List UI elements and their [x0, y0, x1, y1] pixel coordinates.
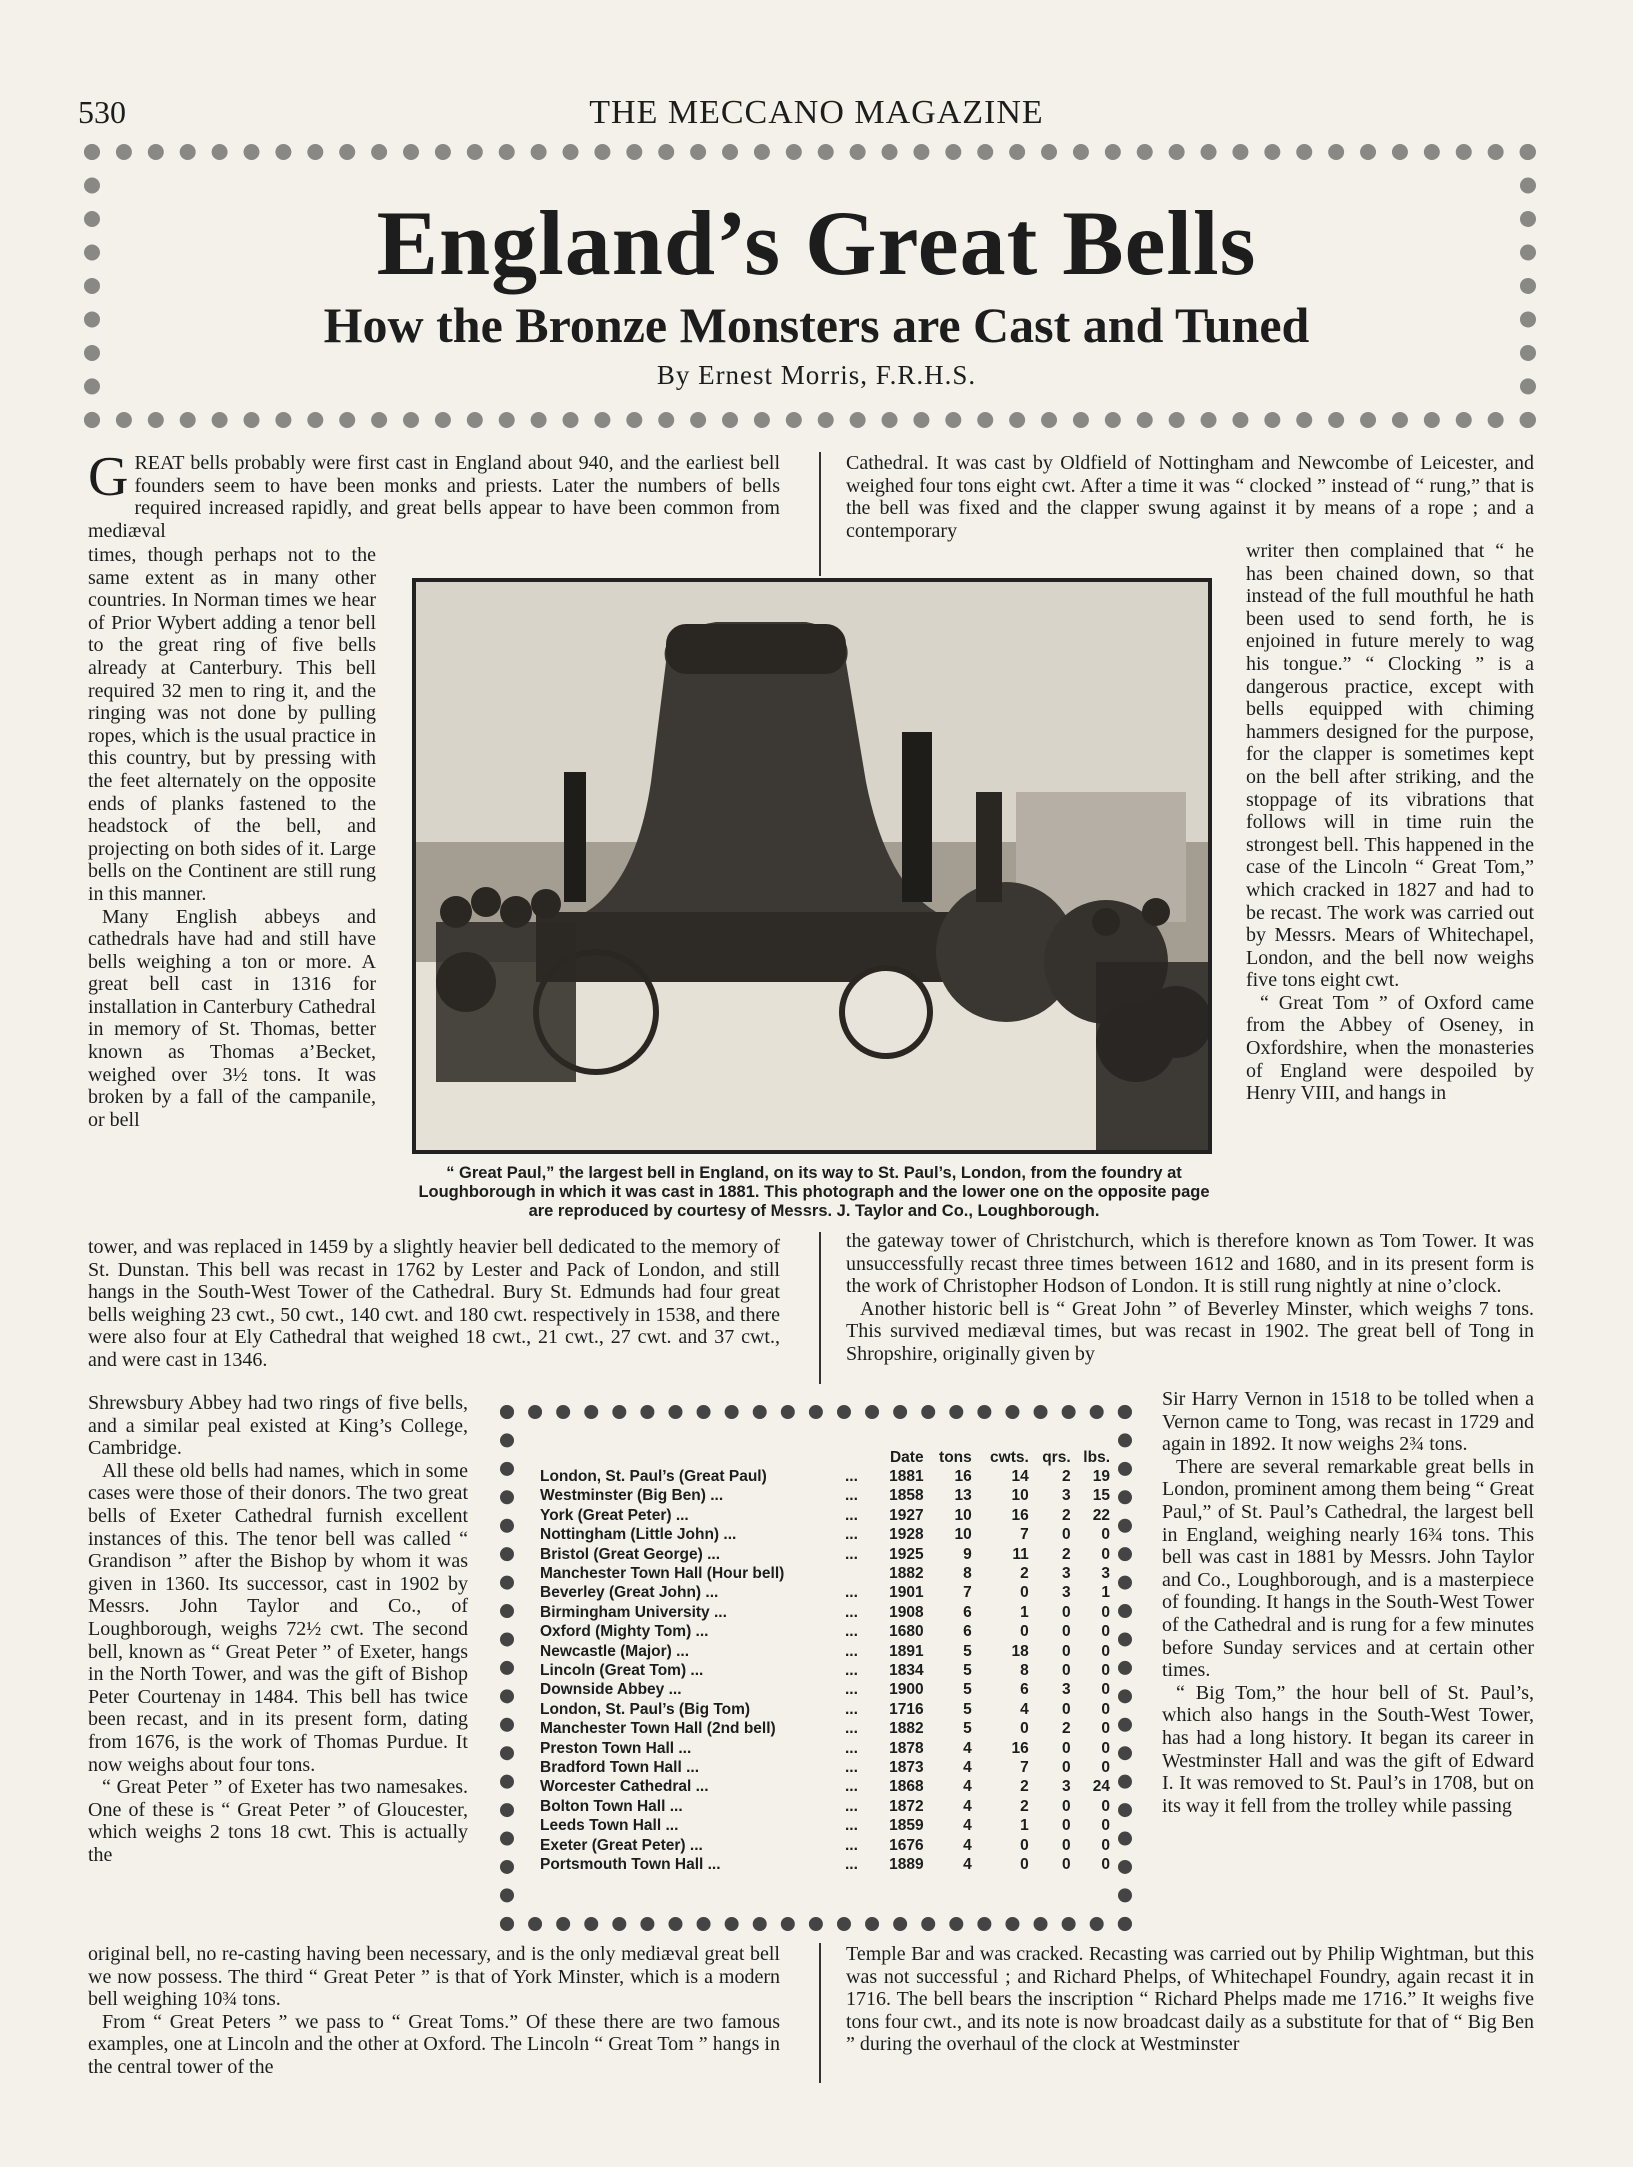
table-cell: 6: [1020, 1681, 1029, 1699]
table-cell: 1: [1020, 1603, 1029, 1621]
table-cell: 8: [1020, 1661, 1029, 1679]
leader-dots: ...: [845, 1758, 858, 1776]
paragraph: writer then complained that “ he has been chained down, so that instead of the full mouthful he hath been used to send forth, he is enjoined in future merely to wag his tongue.” “ Clocking ” is a dangerous practice, except with bells equipped with chiming hammers designed for the purpose, for the clapper is sometimes kept on the bell after striking, and the stoppage of its vibrations that follows will in time ruin the strongest bell. This happened in the case of the Lincoln “ Great Tom,” which cracked in 1827 and had to be recast. The work was carried out by Messrs. Mears of Whitechapel, London, and the bell now weighs five tons eight cwt.: [1246, 540, 1534, 992]
table-cell: 0: [1101, 1739, 1110, 1757]
leader-dots: ...: [845, 1836, 858, 1854]
table-cell: 1868: [889, 1778, 924, 1796]
leader-dots: ...: [845, 1545, 858, 1563]
table-cell: 1882: [889, 1565, 924, 1583]
table-cell: 1901: [889, 1584, 924, 1602]
leader-dots: [845, 1564, 873, 1583]
bell-name: Nottingham (Little John) ...: [540, 1526, 737, 1544]
table-cell: 2: [1020, 1797, 1029, 1815]
column-rule: [819, 452, 821, 576]
table-cell: 6: [963, 1603, 972, 1621]
leader-dots: ...: [845, 1623, 858, 1641]
col1-intro: [88, 446, 780, 542]
table-cell: 1676: [889, 1836, 924, 1854]
table-row: [540, 1739, 1110, 1758]
col1-wide: [88, 1236, 780, 1372]
table-row: [540, 1526, 1110, 1545]
table-cell: 4: [1020, 1700, 1029, 1718]
table-cell: 15: [1092, 1487, 1110, 1505]
table-cell: 0: [1062, 1836, 1071, 1854]
table-cell: 7: [963, 1584, 972, 1602]
table-cell: 4: [963, 1817, 972, 1835]
column-rule: [819, 1232, 821, 1384]
table-cell: 4: [963, 1836, 972, 1854]
table-cell: 9: [963, 1545, 972, 1563]
table-cell: 0: [1062, 1758, 1071, 1776]
col2-narrow: [1246, 540, 1534, 1105]
table-header-row: [540, 1448, 1110, 1467]
col2-wide: [846, 1230, 1534, 1366]
table-cell: 1858: [889, 1487, 924, 1505]
bell-name: London, St. Paul’s (Big Tom): [540, 1700, 751, 1718]
leader-dots: ...: [845, 1603, 858, 1621]
paragraph: “ Great Peter ” of Exeter has two namesakes. One of these is “ Great Peter ” of Gloucester, which weighs 2 tons 18 cwt. This is actually the: [88, 1776, 468, 1866]
table-cell: 2: [1020, 1565, 1029, 1583]
table-cell: 1927: [889, 1506, 924, 1524]
table-cell: 0: [1020, 1720, 1029, 1738]
leader-dots: ...: [845, 1584, 858, 1602]
bell-name: Manchester Town Hall (2nd bell): [540, 1720, 776, 1738]
bell-on-trolley-image: [416, 582, 1208, 1150]
table-cell: 16: [1011, 1506, 1029, 1524]
table-cell: 0: [1101, 1758, 1110, 1776]
table-cell: 0: [1101, 1623, 1110, 1641]
table-cell: 14: [1011, 1468, 1029, 1486]
bell-name: Portsmouth Town Hall ...: [540, 1855, 721, 1873]
paragraph: the gateway tower of Christchurch, which is therefore known as Tom Tower. It was unsuccessfully recast three times between 1612 and 1680, and in its present form is the work of Christopher Hodson of London. It is still rung nightly at nine o’clock.: [846, 1230, 1534, 1298]
table-cell: 0: [1101, 1836, 1110, 1854]
table-cell: 6: [963, 1623, 972, 1641]
table-cell: 2: [1062, 1545, 1071, 1563]
paragraph: Cathedral. It was cast by Oldfield of Nottingham and Newcombe of Leicester, and weighed four tons eight cwt. After a time it was “ clocked ” instead of “ rung,” that is the bell was fixed and the clapper swung against it by means of a rope ; and a contemporary: [846, 452, 1534, 542]
table-cell: 0: [1062, 1623, 1071, 1641]
table-row: [540, 1623, 1110, 1642]
table-cell: 0: [1101, 1817, 1110, 1835]
table-cell: 0: [1062, 1603, 1071, 1621]
table-cell: 0: [1101, 1642, 1110, 1660]
table-cell: 0: [1062, 1797, 1071, 1815]
leader-dots: ...: [845, 1817, 858, 1835]
paragraph: There are several remarkable great bells in London, prominent among them being “ Great Paul,” of St. Paul’s Cathedral, the largest bell in England, weighing nearly 16¾ tons. This bell was cast in 1881 by Messrs. John Taylor and Co., Loughborough, and is a masterpiece of founding. It hangs in the South-West Tower of the Cathedral and is rung for a few minutes before Sunday services and at certain other times.: [1162, 1455, 1534, 1682]
article-byline: By Ernest Morris, F.R.H.S.: [656, 360, 977, 390]
table-cell: 3: [1062, 1681, 1071, 1699]
table-row: [540, 1642, 1110, 1661]
table-cell: 11: [1012, 1545, 1029, 1563]
table-cell: 1925: [889, 1545, 924, 1563]
paragraph: Temple Bar and was cracked. Recasting was carried out by Philip Wightman, but this was not successful ; and Richard Phelps, of Whitechapel Foundry, again recast it in 1716. The bell bears the inscription “ Richard Phelps made me 1716.” It weighs five tons four cwt., and its note is now broadcast daily as a substitute for that of “ Big Ben ” during the overhaul of the clock at Westminster: [846, 1943, 1534, 2056]
table-cell: 3: [1101, 1565, 1110, 1583]
leader-dots: ...: [845, 1778, 858, 1796]
table-cell: 2: [1062, 1720, 1071, 1738]
table-cell: 1900: [889, 1681, 924, 1699]
table-cell: 1873: [889, 1758, 924, 1776]
column-rule: [819, 1943, 821, 2083]
table-cell: 18: [1011, 1642, 1029, 1660]
table-cell: 1928: [889, 1526, 924, 1544]
table-cell: 0: [1020, 1623, 1029, 1641]
bell-name: Leeds Town Hall ...: [540, 1817, 679, 1835]
leader-dots: ...: [845, 1739, 858, 1757]
table-cell: 1834: [889, 1661, 924, 1679]
bell-name: Newcastle (Major) ...: [540, 1642, 690, 1660]
table-cell: 16: [1011, 1739, 1029, 1757]
paragraph: original bell, no re-casting having been necessary, and is the only mediæval great bell we now possess. The third “ Great Peter ” is that of York Minster, which is a modern bell weighing 10¾ tons.: [88, 1943, 780, 2011]
paragraph: “ Big Tom,” the hour bell of St. Paul’s, which also hangs in the South-West Tower, has had a long history. It began its career in Westminster Hall and was the gift of Edward I. It was removed to St. Paul’s in 1708, but on its way it fell from the trolley while passing: [1162, 1681, 1534, 1817]
table-cell: 5: [963, 1700, 972, 1718]
table-cell: 4: [963, 1739, 972, 1757]
table-cell: 5: [963, 1681, 972, 1699]
table-cell: 0: [1101, 1700, 1110, 1718]
leader-dots: ...: [845, 1855, 858, 1873]
table-cell: 3: [1062, 1584, 1071, 1602]
table-cell: 1891: [889, 1642, 924, 1660]
table-cell: 10: [954, 1506, 972, 1524]
table-cell: 0: [1062, 1700, 1071, 1718]
table-row: [540, 1797, 1110, 1816]
table-cell: 5: [963, 1661, 972, 1679]
header-date: Date: [889, 1448, 924, 1466]
table-row: [540, 1719, 1110, 1738]
leader-dots: ...: [845, 1642, 858, 1660]
col1-bottom-wide: [88, 1943, 780, 2079]
table-cell: 1872: [889, 1797, 924, 1815]
table-cell: 0: [1062, 1855, 1071, 1873]
bell-name: London, St. Paul’s (Great Paul): [540, 1468, 767, 1486]
leader-dots: ...: [845, 1506, 858, 1524]
table-cell: 3: [1062, 1565, 1071, 1583]
table-cell: 0: [1020, 1855, 1029, 1873]
table-row: [540, 1855, 1110, 1874]
table-cell: 10: [954, 1526, 972, 1544]
table-cell: 0: [1062, 1661, 1071, 1679]
col2-bottom-narrow: [1162, 1388, 1534, 1817]
great-paul-photograph: [412, 578, 1212, 1154]
bell-name: Exeter (Great Peter) ...: [540, 1836, 703, 1854]
table-cell: 2: [1062, 1506, 1071, 1524]
bell-name: Bradford Town Hall ...: [540, 1758, 700, 1776]
col1-bottom-narrow: [88, 1392, 468, 1866]
paragraph: “ Great Tom ” of Oxford came from the Abbey of Oseney, in Oxfordshire, when the monasteries of England were despoiled by Henry VIII, and hangs in: [1246, 991, 1534, 1105]
leader-dots: ...: [845, 1797, 858, 1815]
bell-name: Beverley (Great John) ...: [540, 1584, 719, 1602]
table-cell: 7: [1020, 1758, 1029, 1776]
table-cell: 1889: [889, 1855, 924, 1873]
table-cell: 24: [1092, 1778, 1110, 1796]
bell-name: Downside Abbey ...: [540, 1681, 682, 1699]
table-cell: 3: [1062, 1778, 1071, 1796]
table-cell: 22: [1092, 1506, 1110, 1524]
bell-name: Bolton Town Hall ...: [540, 1797, 683, 1815]
leader-dots: ...: [845, 1468, 858, 1486]
paragraph: REAT bells probably were first cast in England about 940, and the earliest bell founders seem to have been monks and priests. Later the numbers of bells required increased rapidly, and great bells appear to have been common from mediæval: [88, 452, 780, 542]
bell-name: Manchester Town Hall (Hour bell): [540, 1565, 785, 1583]
bell-name: Lincoln (Great Tom) ...: [540, 1661, 704, 1679]
bell-name: Birmingham University ...: [540, 1603, 727, 1621]
table-cell: 16: [954, 1468, 972, 1486]
bell-name: Worcester Cathedral ...: [540, 1778, 709, 1796]
table-row: [540, 1700, 1110, 1719]
magazine-title: THE MECCANO MAGAZINE: [589, 94, 1044, 131]
table-cell: 10: [1011, 1487, 1029, 1505]
bell-table: [540, 1448, 1110, 1875]
paragraph: times, though perhaps not to the same extent as in many other countries. In Norman times we hear of Prior Wybert adding a tenor bell to the great ring of five bells already at Canterbury. This bell required 32 men to ring it, and the ringing was not done by pulling ropes, which is the usual practice in this country, but by pressing with the feet alternately on the opposite ends of planks fastened to the headstock of the bell, and projecting on both sides of it. Large bells on the Continent are still rung in this manner.: [88, 544, 376, 905]
paragraph: From “ Great Peters ” we pass to “ Great Toms.” Of these there are two famous examples, one at Lincoln and the other at Oxford. The Lincoln “ Great Tom ” hangs in the central tower of the: [88, 2010, 780, 2078]
table-row: [540, 1487, 1110, 1506]
table-cell: 2: [1020, 1778, 1029, 1796]
bell-name: York (Great Peter) ...: [540, 1506, 689, 1524]
table-row: [540, 1506, 1110, 1525]
drop-cap: G: [88, 446, 129, 508]
header-name: [540, 1448, 845, 1467]
table-cell: 0: [1101, 1526, 1110, 1544]
paragraph: Shrewsbury Abbey had two rings of five bells, and a similar peal existed at King’s College, Cambridge.: [88, 1392, 468, 1460]
table-cell: 0: [1101, 1797, 1110, 1815]
table-cell: 4: [963, 1778, 972, 1796]
table-cell: 0: [1101, 1603, 1110, 1621]
leader-dots: ...: [845, 1720, 858, 1738]
table-cell: 0: [1101, 1681, 1110, 1699]
bell-name: Bristol (Great George) ...: [540, 1545, 721, 1563]
table-cell: 4: [963, 1855, 972, 1873]
table-cell: 1716: [889, 1700, 924, 1718]
table-cell: 0: [1101, 1661, 1110, 1679]
table-row: [540, 1467, 1110, 1486]
leader-dots: ...: [845, 1700, 858, 1718]
table-cell: 5: [963, 1720, 972, 1738]
table-row: [540, 1584, 1110, 1603]
leader-dots: ...: [845, 1526, 858, 1544]
table-cell: 8: [963, 1565, 972, 1583]
paragraph: tower, and was replaced in 1459 by a slightly heavier bell dedicated to the memory of St. Dunstan. This bell was recast in 1762 by Lester and Pack of London, and still hangs in the South-West Tower of the Cathedral. Bury St. Edmunds had four great bells weighing 23 cwt., 50 cwt., 140 cwt. and 180 cwt. respectively in 1538, and there were also four at Ely Cathedral that weighed 18 cwt., 21 cwt., 27 cwt. and 37 cwt., and were cast in 1346.: [88, 1236, 780, 1371]
table-cell: 5: [963, 1642, 972, 1660]
table-cell: 1882: [889, 1720, 924, 1738]
table-cell: 0: [1062, 1526, 1071, 1544]
col2-bottom-wide: [846, 1943, 1534, 2056]
leader-dots: ...: [845, 1681, 858, 1699]
table-row: [540, 1758, 1110, 1777]
table-row: [540, 1603, 1110, 1622]
header-cwts: cwts.: [990, 1448, 1029, 1466]
table-cell: 0: [1062, 1739, 1071, 1757]
bell-name: Westminster (Big Ben) ...: [540, 1487, 724, 1505]
header-dots: [845, 1448, 873, 1467]
leader-dots: ...: [845, 1661, 858, 1679]
header-lbs: lbs.: [1083, 1448, 1110, 1466]
paragraph: Sir Harry Vernon in 1518 to be tolled when a Vernon came to Tong, was recast in 1729 and again in 1892. It now weighs 2¾ tons.: [1162, 1388, 1534, 1456]
table-row: [540, 1778, 1110, 1797]
paragraph: Many English abbeys and cathedrals have had and still have bells weighing a ton or more. A great bell cast in 1316 for installation in Canterbury Cathedral in memory of St. Thomas, better known as Thomas a’Becket, weighed over 3½ tons. It was broken by a fall of the campanile, or bell: [88, 905, 376, 1131]
table-cell: 1878: [889, 1739, 924, 1757]
table-row: [540, 1564, 1110, 1583]
table-cell: 0: [1101, 1545, 1110, 1563]
table-cell: 19: [1092, 1468, 1110, 1486]
table-cell: 3: [1062, 1487, 1071, 1505]
table-row: [540, 1816, 1110, 1835]
table-cell: 0: [1062, 1642, 1071, 1660]
table-cell: 0: [1101, 1720, 1110, 1738]
table-cell: 1: [1101, 1584, 1110, 1602]
table-cell: 1: [1020, 1817, 1029, 1835]
table-row: [540, 1681, 1110, 1700]
table-cell: 4: [963, 1758, 972, 1776]
table-row: [540, 1661, 1110, 1680]
table-cell: 13: [954, 1487, 972, 1505]
leader-dots: ...: [845, 1487, 858, 1505]
table-cell: 0: [1020, 1836, 1029, 1854]
table-row: [540, 1836, 1110, 1855]
table-cell: 4: [963, 1797, 972, 1815]
col1-narrow: [88, 544, 376, 1131]
table-cell: 0: [1101, 1855, 1110, 1873]
photo-caption: “ Great Paul,” the largest bell in England, on its way to St. Paul’s, London, from the foundry at Loughborough in which it was cast in 1881. This photograph and the lower one on the opposite page are reproduced by courtesy of Messrs. J. Taylor and Co., Loughborough.: [418, 1164, 1210, 1220]
page-number: 530: [78, 94, 126, 130]
article-title: England’s Great Bells: [376, 192, 1257, 294]
table-cell: 1908: [889, 1603, 924, 1621]
header-qrs: qrs.: [1042, 1448, 1071, 1466]
table-cell: 0: [1062, 1817, 1071, 1835]
table-cell: 1881: [889, 1468, 924, 1486]
col2-intro: [846, 452, 1534, 542]
paragraph: All these old bells had names, which in some cases were those of their donors. The two great bells of Exeter Cathedral furnish excellent instances of this. The tenor bell was called “ Grandison ” after the Bishop by whom it was given in 1360. Its successor, cast in 1902 by Messrs. John Taylor and Co., of Loughborough, weighs 72½ cwt. The second bell, known as “ Great Peter ” of Exeter, hangs in the North Tower, and was the gift of Bishop Peter Courtenay in 1484. This bell has twice been recast, and in its present form, dating from 1676, is the work of Thomas Purdue. It now weighs about four tons.: [88, 1459, 468, 1776]
table-row: [540, 1545, 1110, 1564]
table-cell: 1680: [889, 1623, 924, 1641]
table-cell: 0: [1020, 1584, 1029, 1602]
bell-name: Preston Town Hall ...: [540, 1739, 692, 1757]
paragraph: Another historic bell is “ Great John ” of Beverley Minster, which weighs 7 tons. This survived mediæval times, but was recast in 1902. The great bell of Tong in Shropshire, originally given by: [846, 1297, 1534, 1365]
article-subtitle: How the Bronze Monsters are Cast and Tuned: [323, 297, 1310, 353]
bell-name: Oxford (Mighty Tom) ...: [540, 1623, 709, 1641]
table-cell: 1859: [889, 1817, 924, 1835]
table-cell: 7: [1020, 1526, 1029, 1544]
table-cell: 2: [1062, 1468, 1071, 1486]
header-tons: tons: [939, 1448, 972, 1466]
